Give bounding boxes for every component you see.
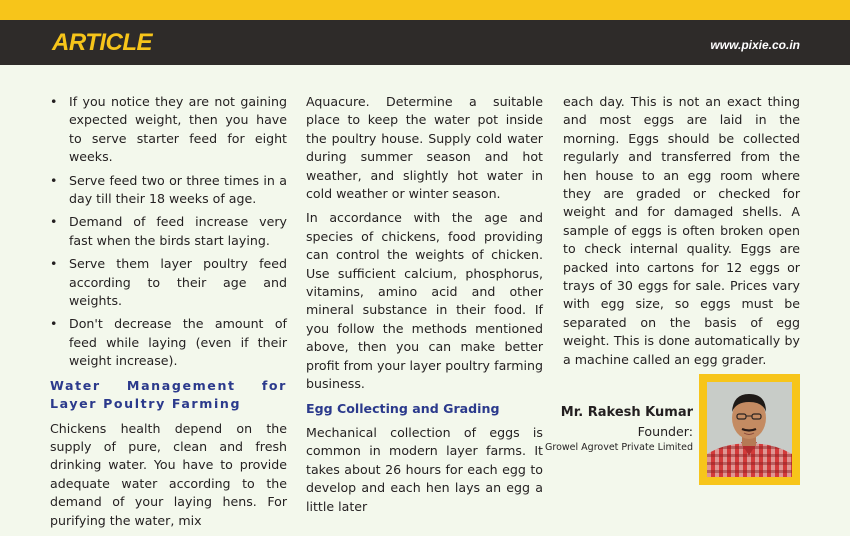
bullet-icon: •: [50, 94, 58, 109]
author-name: Mr. Rakesh Kumar: [560, 405, 693, 420]
author-photo: [707, 382, 792, 477]
author-company: Growel Agrovet Private Limited: [545, 442, 693, 453]
feeding-tips-list: [50, 93, 287, 371]
water-management-paragraph: Chickens health depend on the supply of pure, clean and fresh drinking water. You have to provide adequate water according to the demand of your laying hens. For purifying the water, mix: [50, 420, 287, 528]
list-item: • Don't decrease the amount of feed while laying (even if their weight increase).: [50, 316, 287, 369]
page-header: [0, 20, 850, 65]
website-url[interactable]: www.pixie.co.in: [710, 38, 800, 52]
top-accent-bar: [0, 0, 850, 20]
bullet-icon: •: [50, 172, 58, 188]
author-role: Founder:: [637, 424, 693, 439]
water-paragraph-continued: Aquacure. Determine a suitable place to keep the water pot inside the poultry house. Supply cold water during summer season and hot weather, and slightly hot water in cold weather or winter season.: [306, 94, 543, 202]
list-item: • If you notice they are not gaining expected weight, then you have to serve starter feed for eight weeks.: [50, 94, 287, 165]
egg-collecting-heading: Egg Collecting and Grading: [306, 400, 500, 416]
author-photo-frame: [699, 374, 800, 485]
section-title: ARTICLE: [52, 29, 153, 56]
list-item: • Serve feed two or three times in a day till their 18 weeks of age.: [50, 172, 287, 207]
author-profile: [545, 403, 693, 455]
article-column-2: [306, 93, 543, 522]
bullet-icon: •: [50, 214, 58, 230]
bullet-icon: •: [50, 256, 58, 272]
article-column-1: [50, 93, 287, 536]
list-item: • Serve them layer poultry feed according to their age and weights.: [50, 256, 287, 309]
feeding-weight-paragraph: In accordance with the age and species of chickens, food providing can control the weights of chicken. Use sufficient calcium, phosphorus, vitamins, amino acid and other mineral substance in their food. If you follow the methods mentioned above, then you can make better profit from your layer poultry farming business.: [306, 210, 543, 392]
article-column-3: [563, 93, 800, 375]
bullet-icon: •: [50, 316, 58, 332]
list-item: • Demand of feed increase very fast when the birds start laying.: [50, 214, 287, 248]
water-management-heading: Water Management for Layer Poultry Farming: [50, 377, 287, 412]
egg-collecting-paragraph: Mechanical collection of eggs is common in modern layer farms. It takes about 26 hours for each egg to develop and each hen lays an egg a little later: [306, 424, 543, 514]
egg-grading-paragraph: each day. This is not an exact thing and most eggs are laid in the morning. Eggs should be collected regularly and transferred from the hen house to an egg room where they are graded or checked for weight and for damaged shells. A sample of eggs is often broken open to check internal quality. Eggs are packed into cartons for 12 eggs or trays of 30 eggs for sale. Prices vary with egg size, so eggs must be separated on the basis of egg weight. This is done automatically by a machine called an egg grader.: [563, 94, 800, 367]
